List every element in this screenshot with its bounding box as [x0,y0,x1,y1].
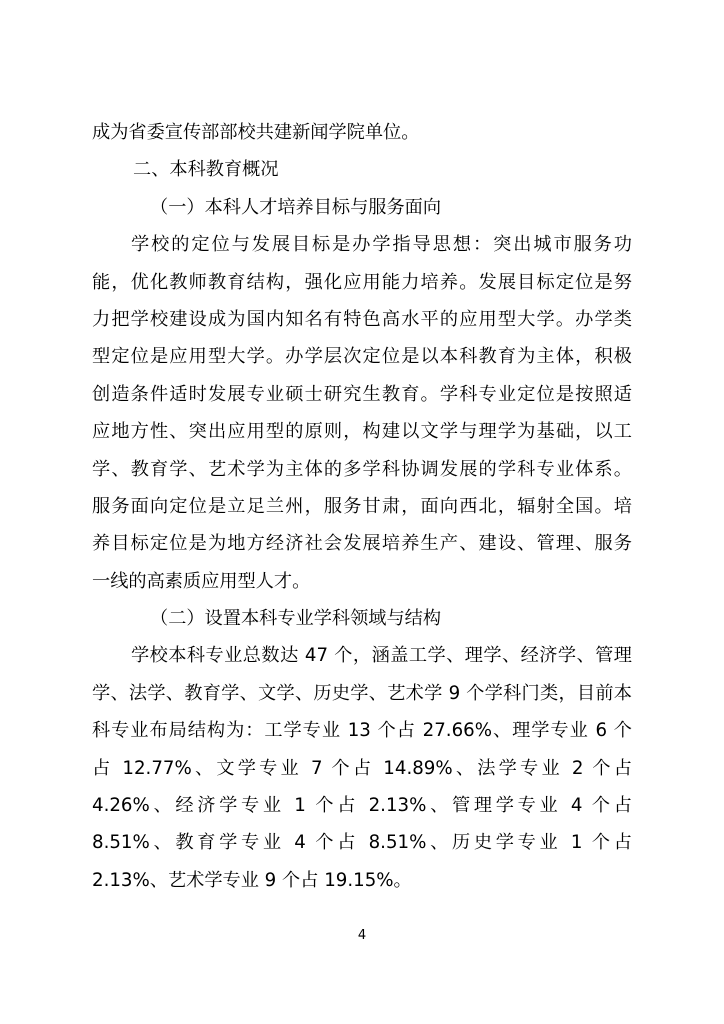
paragraph-line: 科专业布局结构为：工学专业 13 个占 27.66%、理学专业 6 个 [92,720,632,742]
paragraph-line: 服务面向定位是立足兰州，服务甘肃，面向西北，辐射全国。培 [92,495,632,517]
section-heading: 二、本科教育概况 [133,159,279,181]
paragraph-line: 养目标定位是为地方经济社会发展培养生产、建设、管理、服务 [92,533,632,555]
paragraph-line: 一线的高素质应用型人才。 [92,570,311,592]
paragraph-line: 学校本科专业总数达 47 个，涵盖工学、理学、经济学、管理 [131,645,632,667]
subsection-heading: （一）本科人才培养目标与服务面向 [150,196,442,218]
paragraph-line: 2.13%、艺术学专业 9 个占 19.15%。 [92,869,412,891]
document-body [92,114,632,899]
paragraph-line: 能，优化教师教育结构，强化应用能力培养。发展目标定位是努 [92,271,632,293]
subsection-heading: （二）设置本科专业学科领域与结构 [150,608,442,630]
paragraph-line: 型定位是应用型大学。办学层次定位是以本科教育为主体，积极 [92,346,632,368]
paragraph-line: 4.26%、经济学专业 1 个占 2.13%、管理学专业 4 个占 [92,795,632,817]
paragraph-line: 成为省委宣传部部校共建新闻学院单位。 [92,122,420,143]
paragraph-line: 学校的定位与发展目标是办学指导思想：突出城市服务功 [131,234,632,256]
paragraph-line: 学、法学、教育学、文学、历史学、艺术学 9 个学科门类，目前本 [92,682,632,704]
page-number: 4 [357,928,367,943]
paragraph-line: 占 12.77%、文学专业 7 个占 14.89%、法学专业 2 个占 [92,757,632,779]
paragraph-line: 学、教育学、艺术学为主体的多学科协调发展的学科专业体系。 [92,458,632,480]
paragraph-line: 8.51%、教育学专业 4 个占 8.51%、历史学专业 1 个占 [92,832,632,854]
paragraph-line: 应地方性、突出应用型的原则，构建以文学与理学为基础，以工 [92,421,632,443]
paragraph-line: 创造条件适时发展专业硕士研究生教育。学科专业定位是按照适 [92,383,632,405]
paragraph-line: 力把学校建设成为国内知名有特色高水平的应用型大学。办学类 [92,308,632,330]
